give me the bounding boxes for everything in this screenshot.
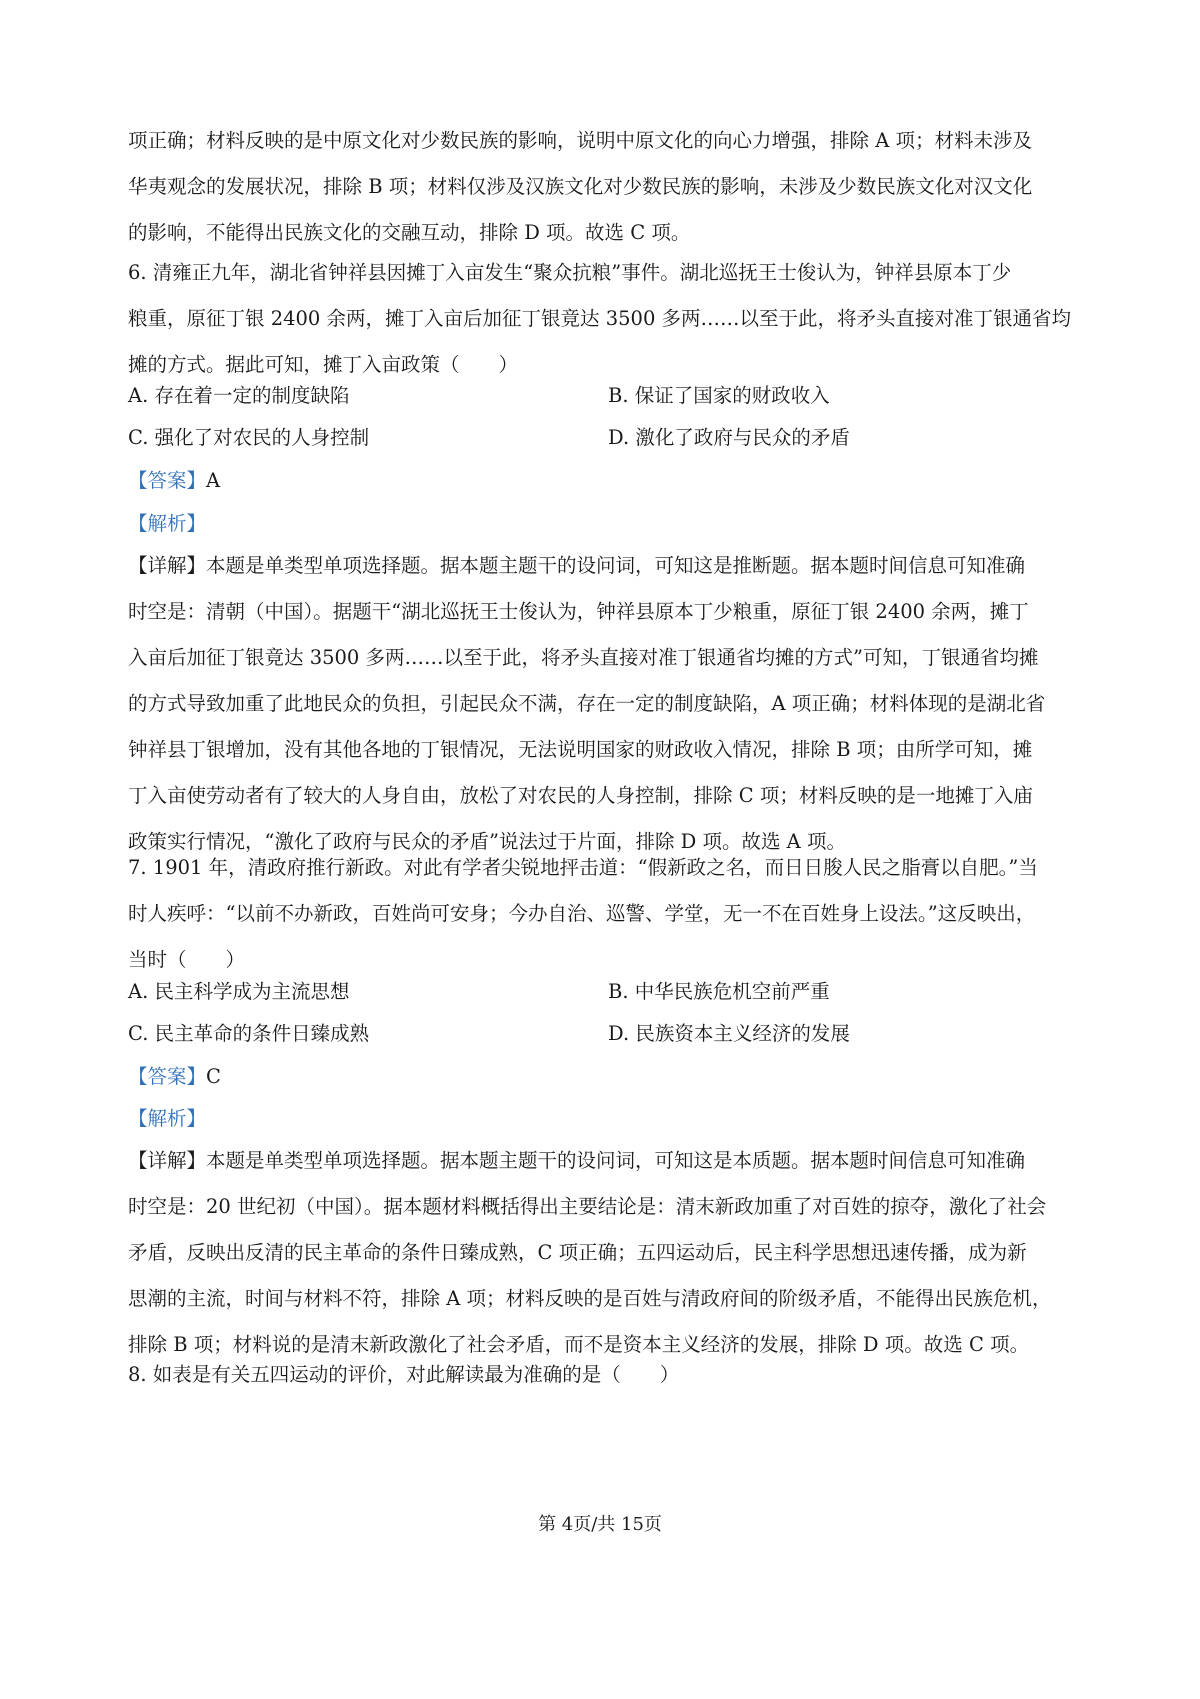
question-7-analysis-tag	[128, 1096, 206, 1142]
text-line: 矛盾，反映出反清的民主革命的条件日臻成熟，C 项正确；五四运动后，民主科学思想迅速传播，成为新	[128, 1241, 1027, 1264]
analysis-tag: 【解析】	[128, 1107, 207, 1130]
text-line: 6. 清雍正九年，湖北省钟祥县因摊丁入亩发生“聚众抗粮”事件。湖北巡抚王士俊认为，钟祥县原本丁少	[128, 261, 1012, 284]
text-line: 华夷观念的发展状况，排除 B 项；材料仅涉及汉族文化对少数民族的影响，未涉及少数民族文化对汉文化	[128, 175, 1033, 198]
text-line: 入亩后加征丁银竟达 3500 多两……以至于此，将矛头直接对准丁银通省均摊的方式”可知，丁银通省均摊	[128, 646, 1039, 669]
question-7-option-b: B. 中华民族危机空前严重	[608, 980, 830, 1003]
answer-value: A	[206, 469, 221, 492]
question-7-stem	[128, 845, 1088, 983]
text-line: 7. 1901 年，清政府推行新政。对此有学者尖锐地抨击道：“假新政之名，而日日朘人民之脂膏以自肥。”当	[128, 856, 1038, 879]
answer-tag: 【答案】	[128, 1065, 207, 1088]
question-7-option-d: D. 民族资本主义经济的发展	[608, 1022, 850, 1045]
detail-tag: 【详解】	[128, 1149, 207, 1172]
question-7-option-a: A. 民主科学成为主流思想	[128, 980, 350, 1003]
analysis-tag: 【解析】	[128, 512, 207, 535]
text-line	[128, 543, 1088, 589]
answer-tag: 【答案】	[128, 469, 207, 492]
page-number-footer: 第 4页/共 15页	[538, 1514, 662, 1535]
detail-text: 本题是单类型单项选择题。据本题主题干的设问词，可知这是本质题。据本题时间信息可知准确	[206, 1149, 1026, 1172]
text-line: 的影响，不能得出民族文化的交融互动，排除 D 项。故选 C 项。	[128, 221, 691, 244]
text-line: 排除 B 项；材料说的是清末新政激化了社会矛盾，而不是资本主义经济的发展，排除 D 项。故选 C 项。	[128, 1333, 1030, 1356]
text-line: 时人疾呼：“以前不办新政，百姓尚可安身；今办自治、巡警、学堂，无一不在百姓身上设法。”这反映出，	[128, 902, 1036, 925]
text-line: 丁入亩使劳动者有了较大的人身自由，放松了对农民的人身控制，排除 C 项；材料反映的是一地摊丁入庙	[128, 784, 1033, 807]
text-line: 政策实行情况，“激化了政府与民众的矛盾”说法过于片面，排除 D 项。故选 A 项。	[128, 830, 846, 853]
text-line: 项正确；材料反映的是中原文化对少数民族的影响，说明中原文化的向心力增强，排除 A 项；材料未涉及	[128, 129, 1032, 152]
question-6-option-b: B. 保证了国家的财政收入	[608, 384, 830, 407]
text-line: 摊的方式。据此可知，摊丁入亩政策（ ）	[128, 353, 519, 376]
text-line: 的方式导致加重了此地民众的负担，引起民众不满，存在一定的制度缺陷，A 项正确；材料体现的是湖北省	[128, 692, 1046, 715]
question-6-analysis-tag	[128, 501, 206, 547]
text-line: 钟祥县丁银增加，没有其他各地的丁银情况，无法说明国家的财政收入情况，排除 B 项；由所学可知，摊	[128, 738, 1033, 761]
text-line: 当时（ ）	[128, 948, 246, 971]
text-line: 思潮的主流，时间与材料不符，排除 A 项；材料反映的是百姓与清政府间的阶级矛盾，不能得出民族危机，	[128, 1287, 1052, 1310]
text-line: 时空是：清朝（中国）。据题干“湖北巡抚王士俊认为，钟祥县原本丁少粮重，原征丁银 2400 余两，摊丁	[128, 600, 1029, 623]
question-7-detail	[128, 1138, 1088, 1368]
detail-text: 本题是单类型单项选择题。据本题主题干的设问词，可知这是推断题。据本题时间信息可知准确	[206, 554, 1026, 577]
detail-tag: 【详解】	[128, 554, 207, 577]
text-line: 粮重，原征丁银 2400 余两，摊丁入亩后加征丁银竟达 3500 多两……以至于此，将矛头直接对准丁银通省均	[128, 307, 1072, 330]
text-line: 时空是：20 世纪初（中国）。据本题材料概括得出主要结论是：清末新政加重了对百姓的掠夺，激化了社会	[128, 1195, 1047, 1218]
intro-paragraph	[128, 118, 1088, 256]
question-8-stem: 8. 如表是有关五四运动的评价，对此解读最为准确的是（ ）	[128, 1363, 680, 1386]
answer-value: C	[206, 1065, 221, 1088]
question-6-option-c: C. 强化了对农民的人身控制	[128, 426, 370, 449]
question-7-answer	[128, 1054, 221, 1100]
question-6-detail	[128, 543, 1088, 865]
text-line	[128, 1138, 1088, 1184]
question-6-option-a: A. 存在着一定的制度缺陷	[128, 384, 350, 407]
question-7-option-c: C. 民主革命的条件日臻成熟	[128, 1022, 370, 1045]
question-6-stem	[128, 250, 1088, 388]
question-6-answer	[128, 458, 220, 504]
question-6-option-d: D. 激化了政府与民众的矛盾	[608, 426, 850, 449]
